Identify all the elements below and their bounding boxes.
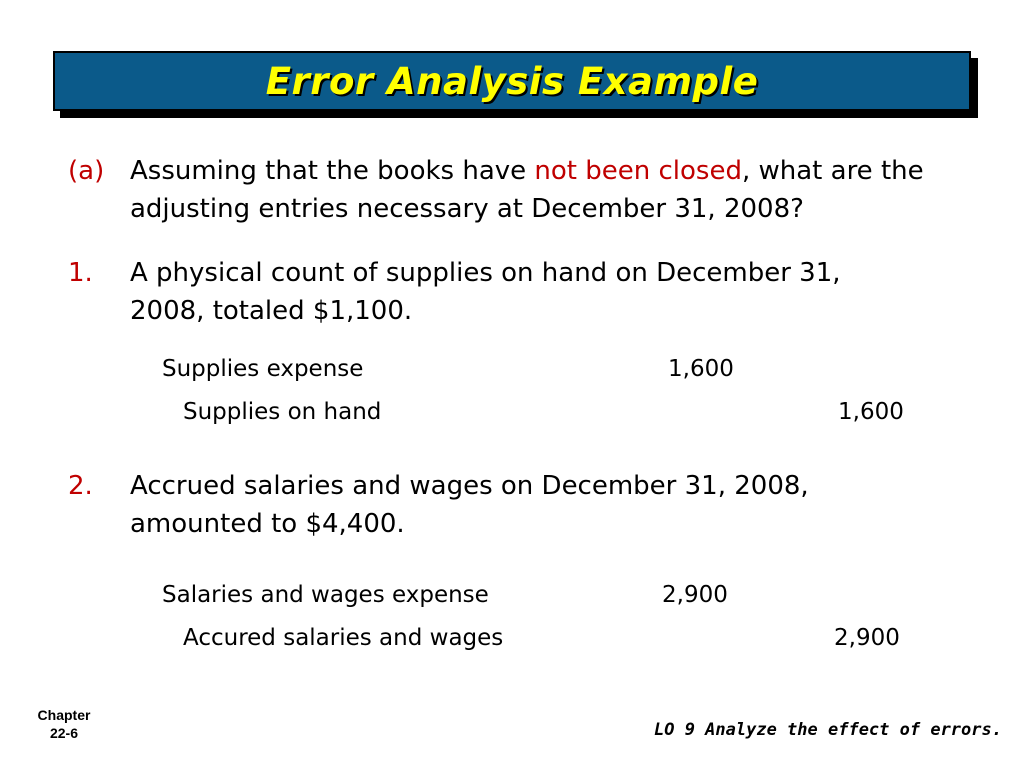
- entry-2-credit-account: Accured salaries and wages: [183, 625, 504, 651]
- item-2-number: 2.: [68, 471, 93, 501]
- question-paragraph: [68, 152, 968, 228]
- entry-2-debit-account: Salaries and wages expense: [162, 582, 489, 608]
- item-2-paragraph: [68, 467, 968, 543]
- item-1-paragraph: [68, 254, 968, 330]
- question-text-after: , what are the adjusting entries necessary at December 31, 2008?: [130, 156, 924, 224]
- learning-objective: LO 9 Analyze the effect of errors.: [654, 720, 1002, 740]
- slide-title: Error Analysis Example: [265, 59, 759, 103]
- entry-1-debit-amount: 1,600: [668, 356, 734, 382]
- question-marker: (a): [68, 156, 105, 186]
- entry-1-credit-account: Supplies on hand: [183, 399, 382, 425]
- question-highlight: not been closed: [534, 156, 742, 186]
- entry-2-debit-amount: 2,900: [662, 582, 728, 608]
- question-text: [130, 152, 968, 228]
- item-1-text: A physical count of supplies on hand on December 31, 2008, totaled $1,100.: [130, 258, 841, 326]
- item-2-text: Accrued salaries and wages on December 31, 2008, amounted to $4,400.: [130, 471, 809, 539]
- entry-1-debit-account: Supplies expense: [162, 356, 364, 382]
- chapter-label-block: [26, 706, 102, 742]
- title-banner: [53, 51, 971, 111]
- item-1-number: 1.: [68, 258, 93, 288]
- chapter-label: Chapter: [37, 707, 91, 723]
- chapter-number: 22-6: [49, 725, 79, 741]
- question-text-before: Assuming that the books have: [130, 156, 535, 186]
- entry-1-credit-amount: 1,600: [838, 399, 904, 425]
- entry-2-credit-amount: 2,900: [834, 625, 900, 651]
